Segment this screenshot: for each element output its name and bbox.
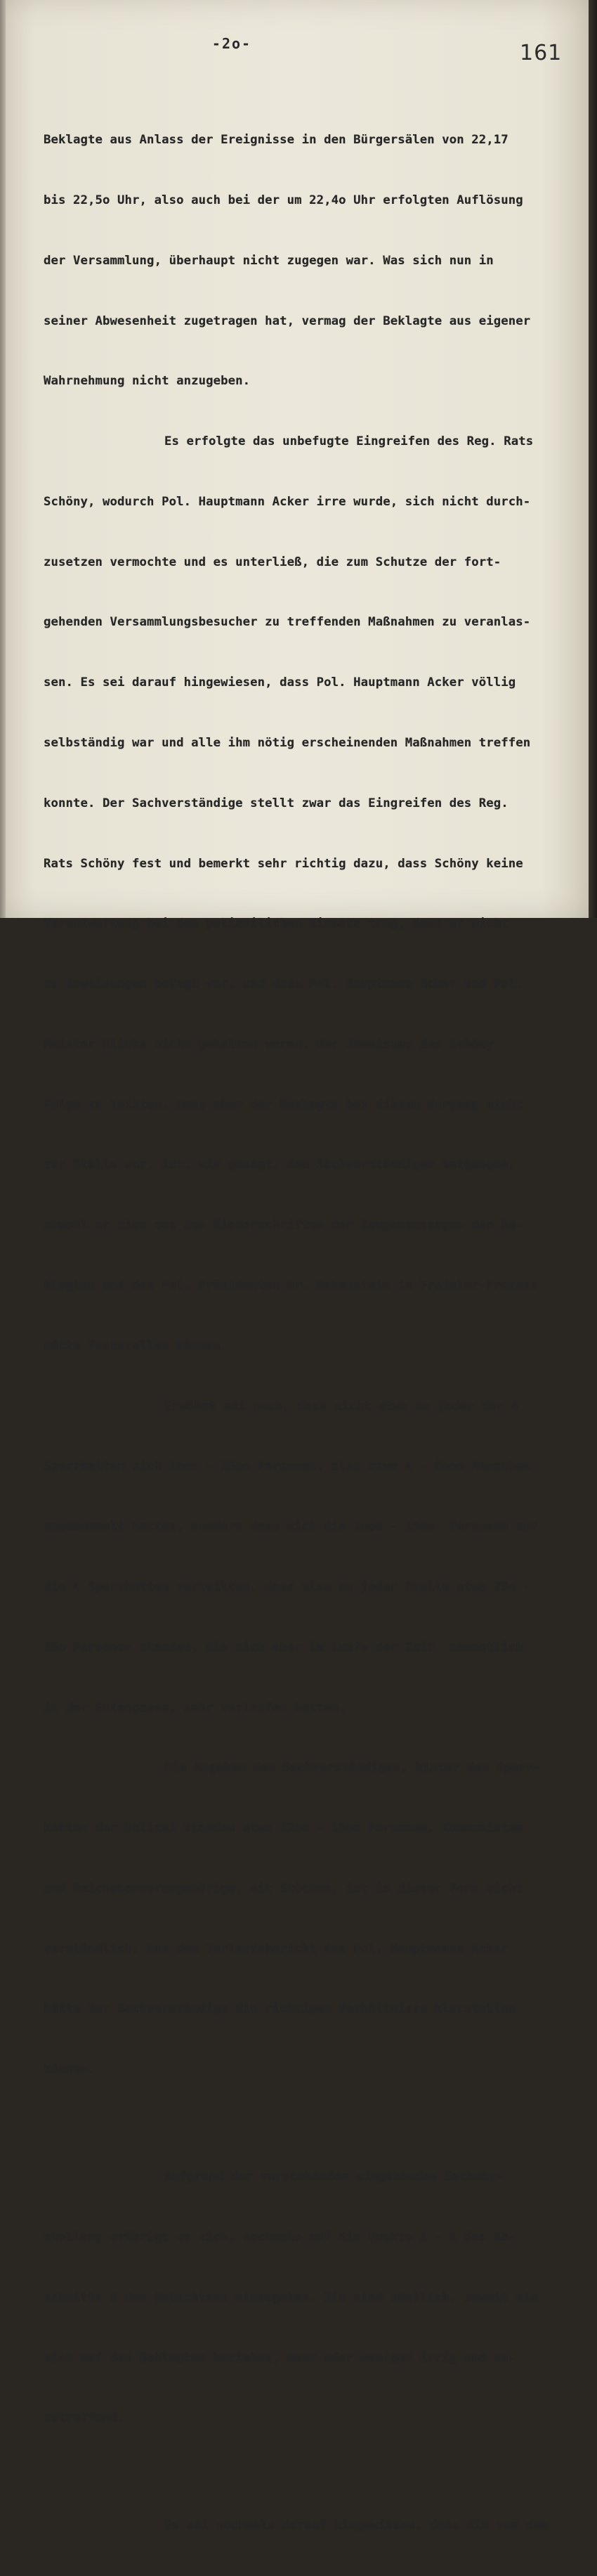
text-line: verständlich. Aus dem Verlaufsbericht des Pol. Hauptmanns Acker [44, 1941, 509, 1956]
body-text [44, 90, 591, 2576]
text-line: 35o Personen standen, die sich aber im Laufe der Zeit, namentlich [44, 1640, 523, 1655]
text-line: und Reichsbannerangehörige, mit Stöcken, ist in dieser Form nicht [44, 1881, 523, 1896]
text-line: zusetzen vermochte und es unterließ, die zum Schutze der fort- [44, 555, 501, 569]
paragraph-gap [44, 2120, 591, 2127]
text-line: Wahrnehmung nicht anzugeben. [44, 374, 251, 389]
paragraph-gap [44, 2468, 591, 2475]
text-line: gehenden Versammlungsbesucher zu treffenden Maßnahmen zu veranlas- [44, 615, 531, 630]
text-line: Sperrketten sich 1ooo - 15oo Personen, also etwa 4 - 6ooo Menschen [44, 1459, 531, 1474]
text-line: Meister Klinke nicht gehalten waren, der Anweisung des Schöny [44, 1037, 494, 1051]
text-line: Verantwortung bei dem polizeilichen Einsatz trug, dass er nicht [44, 917, 509, 931]
page-binding-edge [0, 0, 6, 918]
text-line: hätte der Sachverständige die richtigen Verhältnisse klarstellen [44, 2002, 516, 2017]
text-line: Es erfolgte das unbefugte Eingreifen des Reg. Rats [164, 434, 534, 449]
text-line: stellung erübrigt es sich, nochmals auf die Punkte 1 - 6 des Ab- [44, 2229, 516, 2244]
text-line: können. [44, 2062, 96, 2077]
text-line: in der Entengasse, sehr verlaufen hatten. [44, 1700, 346, 1715]
text-line: zutreffend. [44, 2411, 125, 2426]
text-line: sen. Es sei darauf hingewiesen, dass Pol. Hauptmann Acker völlig [44, 675, 516, 690]
text-line: obwohl er dies aus den Niederschriften der Zeugenaussagen des Be- [44, 1218, 523, 1233]
text-line: sich auf den Beklagten beziehen, mehr oder weniger irrig und un- [44, 2350, 516, 2365]
text-line: hätte feststellen können. [44, 1338, 228, 1353]
text-line: zur Stelle war, ist, wie gesagt, dem Sachverständigen entgangen, [44, 1158, 516, 1172]
text-line: angesammelt hatten, sondern dass sich die 1ooo - 15oo Personen auf [44, 1520, 538, 1534]
text-line: Schöny, wodurch Pol. Hauptmann Acker irre wurde, sich nicht durch- [44, 494, 531, 509]
text-line: bis 22,5o Uhr, also auch bei der um 22,4o Uhr erfolgten Auflösung [44, 193, 523, 207]
text-line: seiner Abwesenheit zugetragen hat, vermag der Beklagte aus eigener [44, 313, 531, 328]
text-line: konnte. Der Sachverständige stellt zwar das Eingreifen des Reg. [44, 796, 509, 810]
text-line: selbständig war und alle ihm nötig erscheinenden Maßnahmen treffen [44, 736, 531, 750]
text-line: Aufgrund der vorstehenden eingehenden Sachdar- [164, 2170, 504, 2185]
text-line: der Versammlung, überhaupt nicht zugegen war. Was sich nun in [44, 253, 494, 268]
background-edge [589, 0, 597, 918]
text-line: ketten der Polizei standen etwa 12oo - 15oo Personen, Kommunisten [44, 1821, 523, 1836]
text-line: Beklagte aus Anlass der Ereignisse in den Bürgersälen von 22,17 [44, 133, 509, 148]
text-line: Die Angaben des Sachverständigen, hinter den Sperr- [164, 1761, 541, 1775]
text-line: Folge zu leisten. Dass aber der Beklagte bei diesem Vorgang nicht [44, 1097, 523, 1112]
text-line: klagten und des Pol. Präsidenten Dr. Hohenstein im Freisler-Prozess [44, 1279, 538, 1293]
text-line: Es sei nochmals darauf hingewiesen, dass die von dem [164, 2518, 549, 2533]
archive-number: 161 [520, 41, 563, 65]
text-line: zu Anweisungen befugt war, und dass Pol. Hauptmann Acker und Pol. [44, 977, 523, 992]
page-number: -2o- [211, 35, 252, 52]
text-line: die 4 Sperrketten verteilten, dass also an jeder Stelle etwa 25o - [44, 1579, 531, 1594]
text-line: Erwähnt sei noch, dass nicht etwa an jeder der 4 [164, 1399, 519, 1413]
text-line: schnitts A des Gutachtens einzugehen. Sie sind sämtlich, soweit sie [44, 2290, 538, 2305]
text-line: Rats Schöny fest und bemerkt sehr richtig dazu, dass Schöny keine [44, 856, 523, 871]
